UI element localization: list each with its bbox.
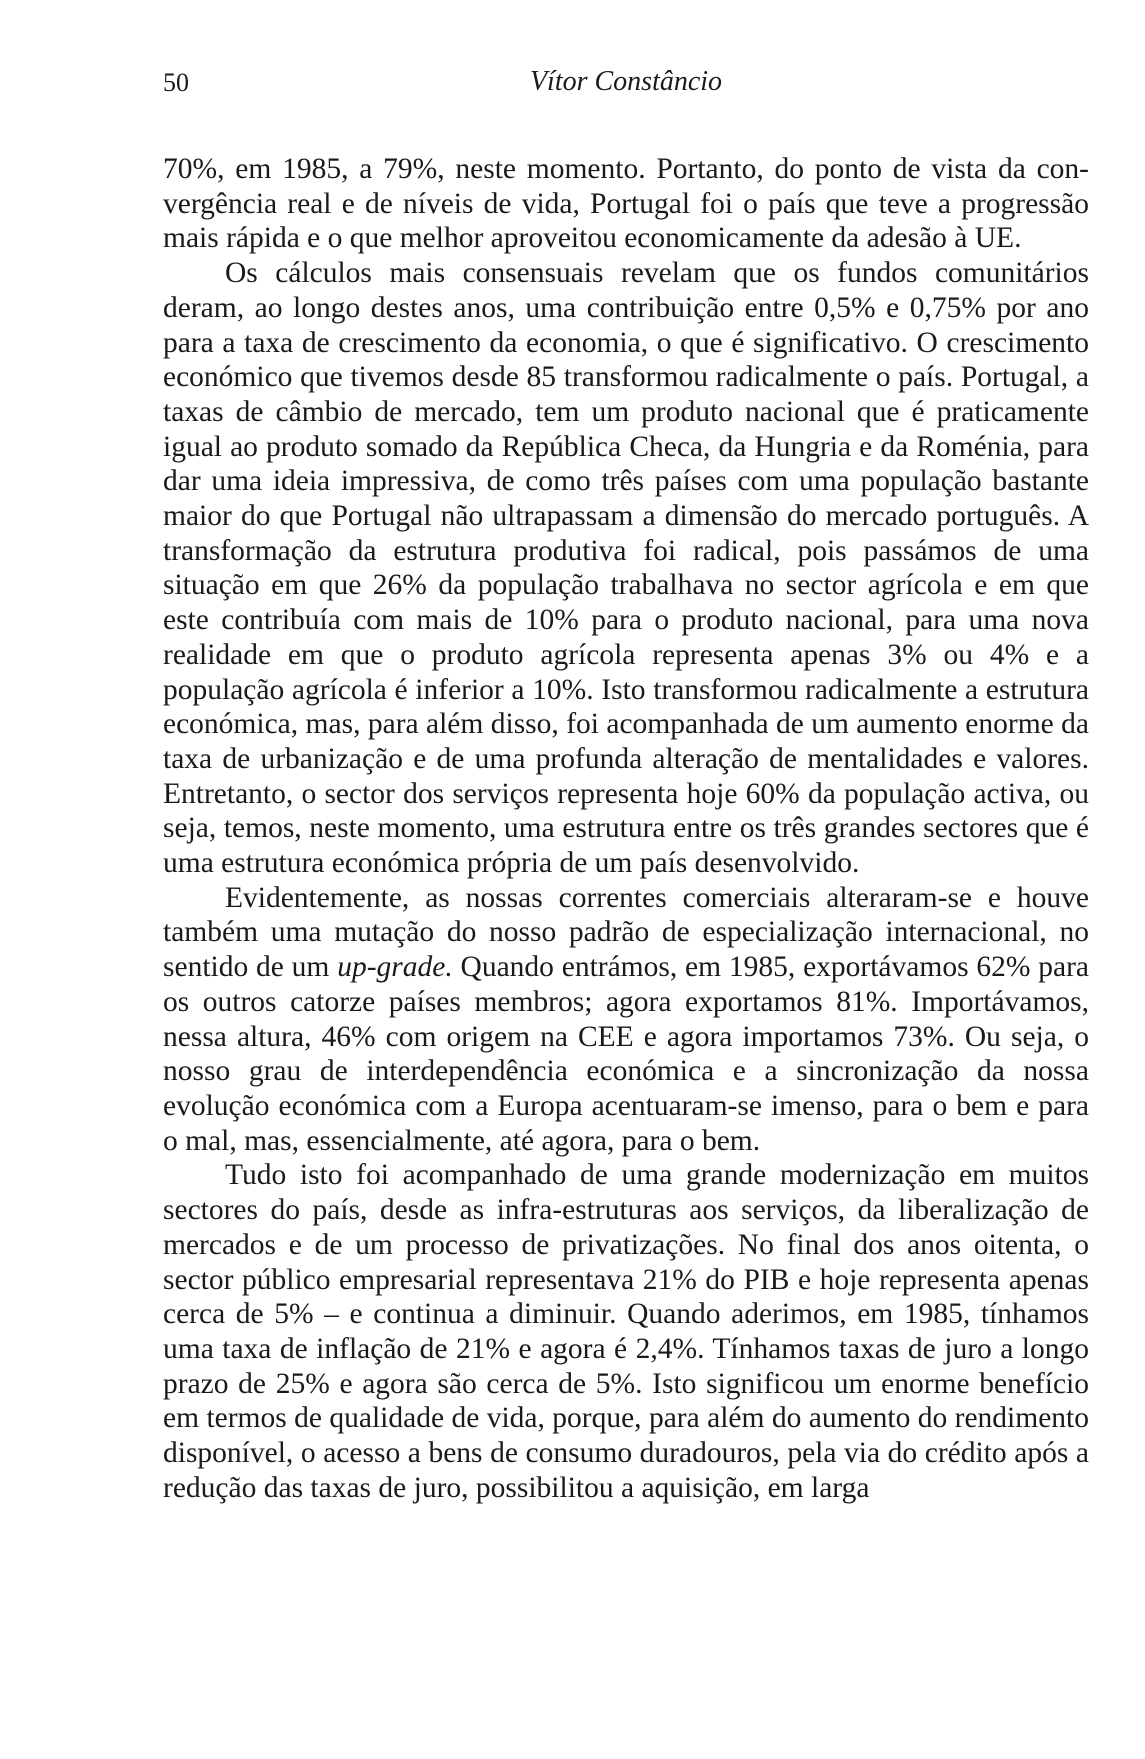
body-text: [163, 152, 1089, 1505]
paragraph-3-italic-term: up-grade.: [337, 951, 453, 984]
page-number: 50: [163, 68, 189, 97]
paragraph-2: Os cálculos mais consensuais revelam que os fundos comunitários deram, ao longo destes anos, uma contribuição entre 0,5% e 0,75% por ano para a taxa de crescimento da economia, o que é significativo. O crescimento económico que tivemos desde 85 transformou radicalmente o país. Portugal, a taxas de câmbio de mercado, tem um produto nacional que é praticamente igual ao produto somado da República Checa, da Hungria e da Roménia, para dar uma ideia impressiva, de como três países com uma população bastante maior do que Portugal não ultrapassam a dimensão do mercado português. A transformação da estrutura produtiva foi radical, pois passámos de uma situação em que 26% da população trabalhava no sector agrícola e em que este contribuía com mais de 10% para o produto nacional, para uma nova realidade em que o produto agrícola representa apenas 3% ou 4% e a população agrícola é inferior a 10%. Isto transformou radicalmente a estrutura económica, mas, para além disso, foi acompanhada de um aumento enorme da taxa de urbanização e de uma profunda alteração de mentalidades e valores. Entretanto, o sector dos serviços representa hoje 60% da população activa, ou seja, temos, neste momento, uma estrutura entre os três grandes sectores que é uma estrutura económica própria de um país desenvolvido.: [163, 257, 1089, 880]
running-head: [163, 62, 1089, 102]
paragraph-3-text-before: Evidentemente, as nossas correntes comerciais alteraram-se e houve também uma mutação do nosso padrão de especialização internacional, no sentido de um: [163, 881, 1089, 984]
paragraph-3: [163, 881, 1089, 1159]
paragraph-1: 70%, em 1985, a 79%, neste momento. Portanto, do ponto de vista da convergência real e de níveis de vida, Portugal foi o país que teve a progressão mais rápida e o que melhor aproveitou economicamente da adesão à UE.: [163, 153, 1089, 255]
running-title: Vítor Constâncio: [529, 66, 723, 97]
paragraph-3-text-after: Quando entrámos, em 1985, exportávamos 62% para os outros catorze países membros; agora exportamos 81%. Importávamos, nessa altura, 46% com origem na CEE e agora importamos 73%. Ou seja, o nosso grau de interdependência económica e a sincronização da nossa evolução económica com a Europa acentuaram-se imenso, para o bem e para o mal, mas, essencialmente, até agora, para o bem.: [163, 951, 1089, 1157]
paragraph-4: Tudo isto foi acompanhado de uma grande modernização em muitos sectores do país, desde as infra-estruturas aos serviços, da liberalização de mercados e de um processo de privatizações. No final dos anos oitenta, o sector público empresarial representava 21% do PIB e hoje representa apenas cerca de 5% – e continua a diminuir. Quando aderimos, em 1985, tínhamos uma taxa de inflação de 21% e agora é 2,4%. Tínhamos taxas de juro a longo prazo de 25% e agora são cerca de 5%. Isto significou um enorme benefício em termos de qualidade de vida, porque, para além do aumento do rendimento disponível, o acesso a bens de consumo duradouros, pela via do crédito após a redução das taxas de juro, possibilitou a aquisição, em larga: [163, 1159, 1089, 1504]
